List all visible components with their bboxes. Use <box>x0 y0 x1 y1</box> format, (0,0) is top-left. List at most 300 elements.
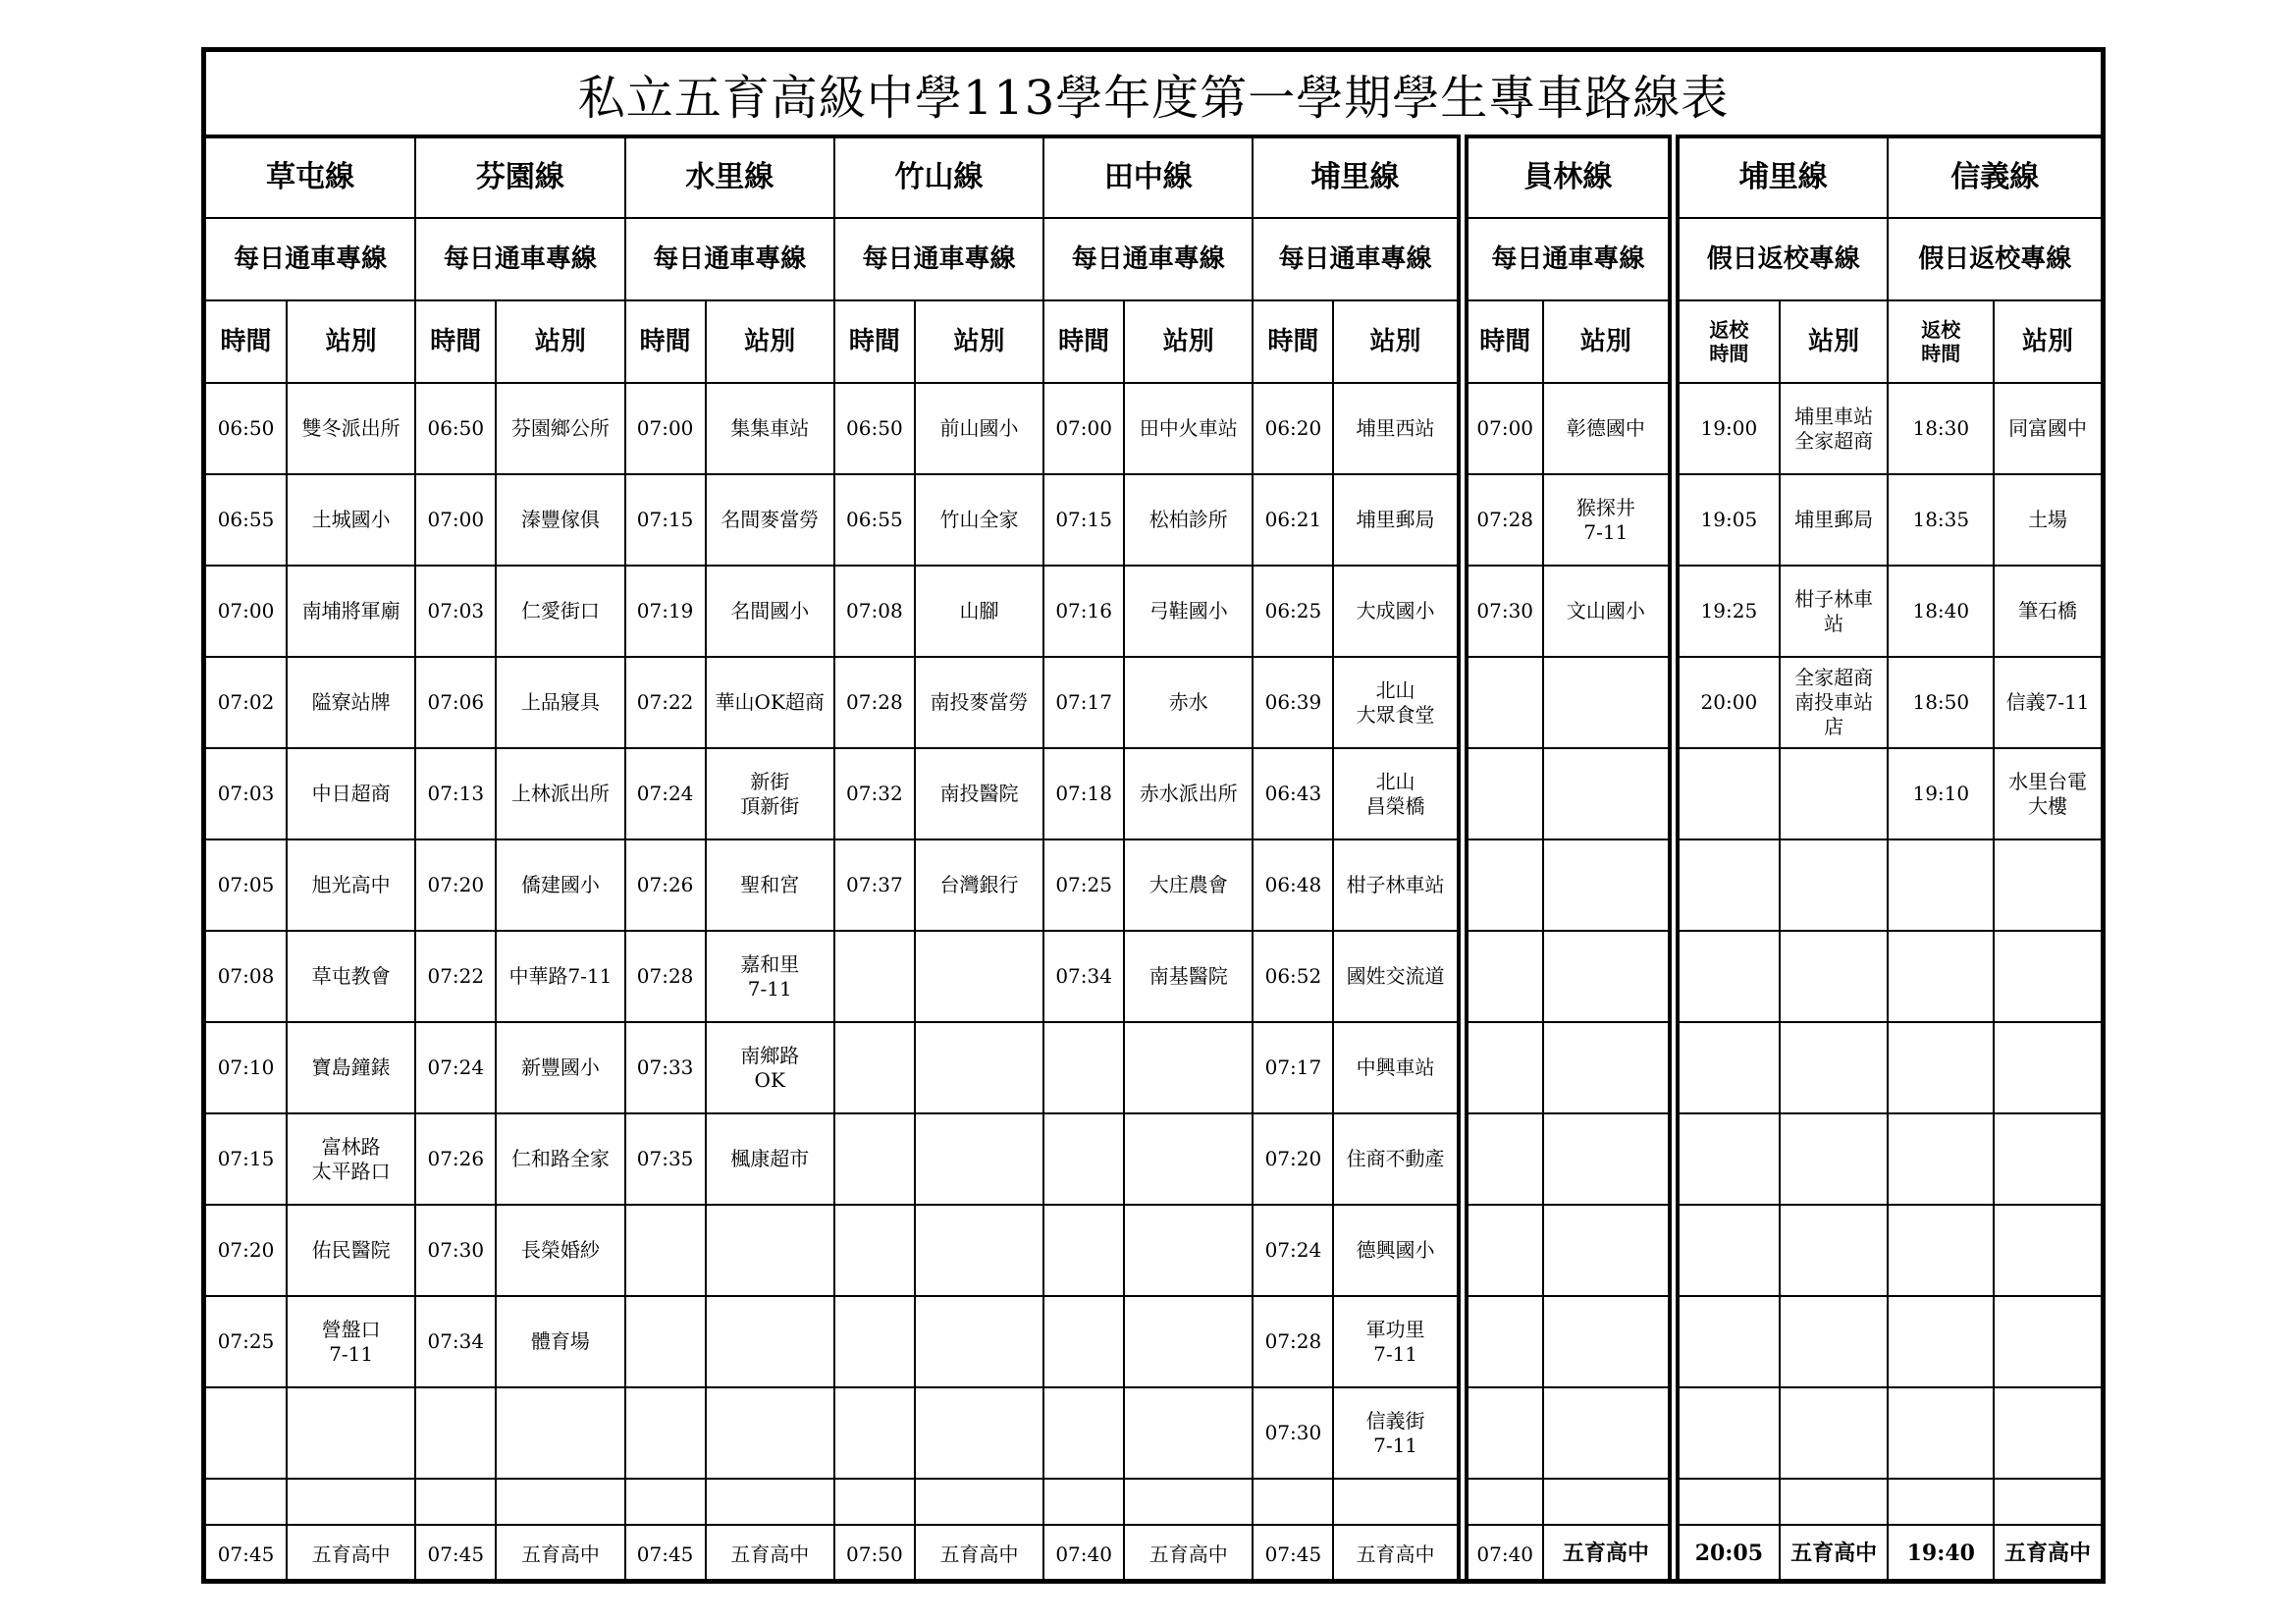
stop-time: 07:22 <box>625 657 706 748</box>
stop-station <box>1124 1113 1253 1205</box>
stop-station: 中日超商 <box>287 748 415 839</box>
route-type: 每日通車專線 <box>1253 218 1462 300</box>
stop-station <box>1780 931 1889 1022</box>
stop-station: 雙冬派出所 <box>287 383 415 474</box>
stop-time: 06:43 <box>1253 748 1333 839</box>
stop-station: 體育場 <box>496 1296 624 1387</box>
stop-station <box>706 1387 834 1479</box>
stop-time: 19:05 <box>1674 474 1780 566</box>
blank-cell <box>1994 1479 2101 1525</box>
stop-time: 07:30 <box>1463 566 1543 657</box>
stop-time: 19:25 <box>1674 566 1780 657</box>
time-header: 時間 <box>206 300 287 383</box>
blank-cell <box>1780 1479 1889 1525</box>
stop-station: 大成國小 <box>1333 566 1462 657</box>
blank-cell <box>706 1479 834 1525</box>
stop-time <box>1674 1113 1780 1205</box>
bus-route-table <box>206 135 2101 1583</box>
stop-time: 07:05 <box>206 839 287 931</box>
stop-time: 06:50 <box>206 383 287 474</box>
stop-time: 06:52 <box>1253 931 1333 1022</box>
stop-station <box>1994 1205 2101 1296</box>
arrival-station: 五育高中 <box>1780 1525 1889 1583</box>
stop-time <box>1043 1205 1124 1296</box>
stop-station <box>1994 1387 2101 1479</box>
stop-station: 田中火車站 <box>1124 383 1253 474</box>
stop-station: 赤水派出所 <box>1124 748 1253 839</box>
stop-station <box>1994 1296 2101 1387</box>
stop-station: 住商不動產 <box>1333 1113 1462 1205</box>
stop-station: 南投醫院 <box>915 748 1043 839</box>
stop-time <box>1888 1387 1994 1479</box>
stop-station <box>1543 931 1674 1022</box>
stop-station: 南鄉路 OK <box>706 1022 834 1113</box>
stop-time: 07:17 <box>1043 657 1124 748</box>
arrival-station: 五育高中 <box>496 1525 624 1583</box>
stop-station: 旭光高中 <box>287 839 415 931</box>
time-header: 時間 <box>1253 300 1333 383</box>
stop-time: 07:28 <box>1253 1296 1333 1387</box>
stop-station <box>1994 839 2101 931</box>
blank-cell <box>915 1479 1043 1525</box>
arrival-station: 五育高中 <box>1994 1525 2101 1583</box>
stop-time: 07:00 <box>1043 383 1124 474</box>
stop-station <box>915 1113 1043 1205</box>
stop-time: 06:55 <box>206 474 287 566</box>
stop-station <box>1780 839 1889 931</box>
stop-station <box>1543 1296 1674 1387</box>
stop-time: 19:10 <box>1888 748 1994 839</box>
stop-row <box>206 1022 2101 1113</box>
stop-station <box>1780 1113 1889 1205</box>
stop-time <box>1888 1205 1994 1296</box>
stop-row <box>206 1113 2101 1205</box>
stop-station: 溱豐傢俱 <box>496 474 624 566</box>
stop-time <box>1463 931 1543 1022</box>
stop-time: 07:24 <box>1253 1205 1333 1296</box>
stop-time <box>1463 839 1543 931</box>
stop-station: 集集車站 <box>706 383 834 474</box>
stop-time: 18:35 <box>1888 474 1994 566</box>
stop-time <box>834 1113 915 1205</box>
stop-station: 仁和路全家 <box>496 1113 624 1205</box>
stop-time: 07:00 <box>1463 383 1543 474</box>
stop-time: 06:50 <box>415 383 496 474</box>
route-name-row <box>206 136 2101 218</box>
stop-time: 06:55 <box>834 474 915 566</box>
stop-row <box>206 931 2101 1022</box>
stop-time <box>1043 1296 1124 1387</box>
blank-cell <box>1124 1479 1253 1525</box>
stop-station <box>287 1387 415 1479</box>
stop-station: 赤水 <box>1124 657 1253 748</box>
blank-cell <box>625 1479 706 1525</box>
stop-time: 06:25 <box>1253 566 1333 657</box>
stop-time <box>1888 839 1994 931</box>
stop-station: 軍功里 7-11 <box>1333 1296 1462 1387</box>
blank-cell <box>496 1479 624 1525</box>
stop-time: 07:20 <box>415 839 496 931</box>
stop-time: 07:03 <box>206 748 287 839</box>
blank-cell <box>1463 1479 1543 1525</box>
stop-station: 松柏診所 <box>1124 474 1253 566</box>
stop-time: 07:10 <box>206 1022 287 1113</box>
stop-station <box>1543 839 1674 931</box>
stop-time: 07:28 <box>834 657 915 748</box>
stop-station <box>1543 1022 1674 1113</box>
stop-station: 前山國小 <box>915 383 1043 474</box>
stop-row <box>206 383 2101 474</box>
blank-cell <box>834 1479 915 1525</box>
stop-time: 07:24 <box>415 1022 496 1113</box>
stop-station <box>915 1022 1043 1113</box>
stop-station: 聖和宮 <box>706 839 834 931</box>
stop-time: 19:00 <box>1674 383 1780 474</box>
blank-cell <box>206 1479 287 1525</box>
arrival-station: 五育高中 <box>706 1525 834 1583</box>
stop-station <box>706 1205 834 1296</box>
stop-time <box>834 931 915 1022</box>
stop-row <box>206 839 2101 931</box>
stop-station: 名間國小 <box>706 566 834 657</box>
arrival-time: 07:45 <box>415 1525 496 1583</box>
stop-time: 07:00 <box>415 474 496 566</box>
route-name: 信義線 <box>1888 136 2101 218</box>
route-type: 假日返校專線 <box>1674 218 1888 300</box>
stop-time: 07:28 <box>625 931 706 1022</box>
stop-time <box>1463 1205 1543 1296</box>
stop-time: 07:00 <box>206 566 287 657</box>
blank-cell <box>1043 1479 1124 1525</box>
stop-station <box>1780 1205 1889 1296</box>
station-header: 站別 <box>287 300 415 383</box>
stop-time: 07:34 <box>1043 931 1124 1022</box>
stop-station: 埔里郵局 <box>1333 474 1462 566</box>
stop-station: 芬園鄉公所 <box>496 383 624 474</box>
stop-station: 中興車站 <box>1333 1022 1462 1113</box>
stop-station: 彰德國中 <box>1543 383 1674 474</box>
blank-cell <box>287 1479 415 1525</box>
stop-station: 南埔將軍廟 <box>287 566 415 657</box>
stop-time: 07:03 <box>415 566 496 657</box>
stop-time: 07:13 <box>415 748 496 839</box>
stop-station: 中華路7-11 <box>496 931 624 1022</box>
stop-station <box>915 1387 1043 1479</box>
stop-station: 新豐國小 <box>496 1022 624 1113</box>
station-header: 站別 <box>496 300 624 383</box>
stop-time <box>1463 1022 1543 1113</box>
route-name: 竹山線 <box>834 136 1043 218</box>
route-type: 每日通車專線 <box>1043 218 1253 300</box>
stop-time <box>1043 1022 1124 1113</box>
station-header: 站別 <box>706 300 834 383</box>
stop-time <box>1674 1205 1780 1296</box>
stop-station <box>1124 1296 1253 1387</box>
stop-time: 06:48 <box>1253 839 1333 931</box>
stop-time: 06:50 <box>834 383 915 474</box>
stop-time: 06:20 <box>1253 383 1333 474</box>
stop-time <box>1888 1296 1994 1387</box>
stop-time <box>625 1387 706 1479</box>
stop-station: 南投麥當勞 <box>915 657 1043 748</box>
stop-station: 全家超商 南投車站 店 <box>1780 657 1889 748</box>
arrival-time: 07:45 <box>206 1525 287 1583</box>
stop-station: 筆石橋 <box>1994 566 2101 657</box>
stop-time: 07:25 <box>206 1296 287 1387</box>
arrival-time: 07:45 <box>1253 1525 1333 1583</box>
stop-time: 07:33 <box>625 1022 706 1113</box>
stop-time: 07:37 <box>834 839 915 931</box>
stop-station <box>1543 1113 1674 1205</box>
stop-row <box>206 1296 2101 1387</box>
route-type-row <box>206 218 2101 300</box>
stop-station: 草屯教會 <box>287 931 415 1022</box>
stop-time <box>834 1205 915 1296</box>
arrival-station: 五育高中 <box>1333 1525 1462 1583</box>
arrival-time: 19:40 <box>1888 1525 1994 1583</box>
route-type: 每日通車專線 <box>206 218 415 300</box>
stop-time: 06:21 <box>1253 474 1333 566</box>
stop-time <box>625 1205 706 1296</box>
arrival-time: 07:45 <box>625 1525 706 1583</box>
route-type: 每日通車專線 <box>834 218 1043 300</box>
stop-station <box>1994 1022 2101 1113</box>
stop-station: 水里台電 大樓 <box>1994 748 2101 839</box>
stop-time <box>1043 1387 1124 1479</box>
station-header: 站別 <box>1333 300 1462 383</box>
stop-time: 07:22 <box>415 931 496 1022</box>
stop-station: 猴探井 7-11 <box>1543 474 1674 566</box>
stop-row <box>206 748 2101 839</box>
stop-station <box>1543 1205 1674 1296</box>
stop-time <box>834 1387 915 1479</box>
stop-time: 07:35 <box>625 1113 706 1205</box>
stop-time: 07:08 <box>834 566 915 657</box>
stop-time: 07:16 <box>1043 566 1124 657</box>
stop-station <box>496 1387 624 1479</box>
stop-time: 18:30 <box>1888 383 1994 474</box>
stop-station: 柑子林車 站 <box>1780 566 1889 657</box>
stop-station: 華山OK超商 <box>706 657 834 748</box>
stop-time: 07:15 <box>206 1113 287 1205</box>
return-time-header: 返校 時間 <box>1674 300 1780 383</box>
stop-row <box>206 566 2101 657</box>
stop-time <box>1674 839 1780 931</box>
blank-cell <box>1674 1479 1780 1525</box>
time-header: 時間 <box>625 300 706 383</box>
stop-station: 國姓交流道 <box>1333 931 1462 1022</box>
stop-time: 07:26 <box>625 839 706 931</box>
arrival-time: 07:50 <box>834 1525 915 1583</box>
stop-time: 07:20 <box>1253 1113 1333 1205</box>
stop-time <box>1463 1113 1543 1205</box>
stop-station <box>1543 748 1674 839</box>
blank-cell <box>1543 1479 1674 1525</box>
stop-station: 土城國小 <box>287 474 415 566</box>
stop-time: 07:34 <box>415 1296 496 1387</box>
route-name: 水里線 <box>625 136 834 218</box>
arrival-time: 20:05 <box>1674 1525 1780 1583</box>
stop-station: 文山國小 <box>1543 566 1674 657</box>
stop-time: 07:28 <box>1463 474 1543 566</box>
arrival-time: 07:40 <box>1463 1525 1543 1583</box>
stop-station <box>1124 1022 1253 1113</box>
stop-station <box>915 931 1043 1022</box>
stop-time: 07:15 <box>625 474 706 566</box>
stop-station: 佑民醫院 <box>287 1205 415 1296</box>
stop-time <box>625 1296 706 1387</box>
stop-time <box>415 1387 496 1479</box>
stop-station: 德興國小 <box>1333 1205 1462 1296</box>
stop-time <box>834 1296 915 1387</box>
stop-station: 弓鞋國小 <box>1124 566 1253 657</box>
time-header: 時間 <box>834 300 915 383</box>
stop-station: 竹山全家 <box>915 474 1043 566</box>
stop-station: 僑建國小 <box>496 839 624 931</box>
stop-time: 06:39 <box>1253 657 1333 748</box>
route-name: 芬園線 <box>415 136 624 218</box>
route-type: 每日通車專線 <box>1463 218 1674 300</box>
stop-station: 台灣銀行 <box>915 839 1043 931</box>
stop-station: 北山 昌榮橋 <box>1333 748 1462 839</box>
stop-station <box>1994 1113 2101 1205</box>
stop-time: 07:18 <box>1043 748 1124 839</box>
stop-time: 20:00 <box>1674 657 1780 748</box>
stop-time <box>1674 748 1780 839</box>
arrival-time: 07:40 <box>1043 1525 1124 1583</box>
arrival-station: 五育高中 <box>1124 1525 1253 1583</box>
stop-time: 07:02 <box>206 657 287 748</box>
route-name: 草屯線 <box>206 136 415 218</box>
stop-station <box>1780 1387 1889 1479</box>
stop-station: 名間麥當勞 <box>706 474 834 566</box>
station-header: 站別 <box>1124 300 1253 383</box>
arrival-station: 五育高中 <box>1543 1525 1674 1583</box>
stop-station: 南基醫院 <box>1124 931 1253 1022</box>
stop-station: 隘寮站牌 <box>287 657 415 748</box>
stop-time: 07:15 <box>1043 474 1124 566</box>
station-header: 站別 <box>915 300 1043 383</box>
route-name: 埔里線 <box>1253 136 1462 218</box>
stop-time <box>1888 1113 1994 1205</box>
stop-time <box>1674 1296 1780 1387</box>
stop-station <box>1124 1387 1253 1479</box>
stop-time: 07:24 <box>625 748 706 839</box>
station-header: 站別 <box>1994 300 2101 383</box>
stop-row <box>206 657 2101 748</box>
stop-time: 07:19 <box>625 566 706 657</box>
blank-cell <box>1888 1479 1994 1525</box>
timetable-sheet <box>201 47 2106 1584</box>
stop-station: 嘉和里 7-11 <box>706 931 834 1022</box>
stop-time: 07:26 <box>415 1113 496 1205</box>
stop-time <box>206 1387 287 1479</box>
stop-time <box>1463 1387 1543 1479</box>
stop-time <box>1463 748 1543 839</box>
stop-time: 07:08 <box>206 931 287 1022</box>
arrival-station: 五育高中 <box>915 1525 1043 1583</box>
stop-time <box>1463 1296 1543 1387</box>
route-type: 每日通車專線 <box>625 218 834 300</box>
time-header: 時間 <box>415 300 496 383</box>
stop-station: 土場 <box>1994 474 2101 566</box>
stop-row <box>206 1205 2101 1296</box>
stop-time <box>834 1022 915 1113</box>
stop-station: 大庄農會 <box>1124 839 1253 931</box>
time-header: 時間 <box>1043 300 1124 383</box>
return-time-header: 返校 時間 <box>1888 300 1994 383</box>
stop-station <box>1780 748 1889 839</box>
stop-time: 07:32 <box>834 748 915 839</box>
stop-station: 仁愛街口 <box>496 566 624 657</box>
stop-time: 07:00 <box>625 383 706 474</box>
stop-station: 柑子林車站 <box>1333 839 1462 931</box>
stop-station: 新街 頂新街 <box>706 748 834 839</box>
stop-station <box>1780 1022 1889 1113</box>
stop-time: 07:25 <box>1043 839 1124 931</box>
stop-time <box>1674 1022 1780 1113</box>
blank-cell <box>415 1479 496 1525</box>
stop-station <box>1543 1387 1674 1479</box>
stop-station: 同富國中 <box>1994 383 2101 474</box>
stop-station: 信義7-11 <box>1994 657 2101 748</box>
stop-station: 上品寢具 <box>496 657 624 748</box>
station-header: 站別 <box>1543 300 1674 383</box>
stop-time <box>1888 931 1994 1022</box>
stop-time: 18:50 <box>1888 657 1994 748</box>
stop-time: 07:17 <box>1253 1022 1333 1113</box>
stop-station: 埔里車站 全家超商 <box>1780 383 1889 474</box>
arrival-row <box>206 1525 2101 1583</box>
stop-station <box>915 1296 1043 1387</box>
stop-station <box>1124 1205 1253 1296</box>
page-title: 私立五育高級中學113學年度第一學期學生專車路線表 <box>577 70 1730 126</box>
stop-row <box>206 1387 2101 1479</box>
stop-station: 富林路 太平路口 <box>287 1113 415 1205</box>
stop-station: 埔里郵局 <box>1780 474 1889 566</box>
station-header: 站別 <box>1780 300 1889 383</box>
route-name: 田中線 <box>1043 136 1253 218</box>
stop-time: 18:40 <box>1888 566 1994 657</box>
stop-station: 楓康超市 <box>706 1113 834 1205</box>
arrival-station: 五育高中 <box>287 1525 415 1583</box>
stop-time <box>1674 931 1780 1022</box>
stop-time <box>1463 657 1543 748</box>
route-type: 假日返校專線 <box>1888 218 2101 300</box>
stop-station <box>915 1205 1043 1296</box>
route-name: 員林線 <box>1463 136 1674 218</box>
stop-time: 07:30 <box>1253 1387 1333 1479</box>
stop-station <box>706 1296 834 1387</box>
stop-station: 信義街 7-11 <box>1333 1387 1462 1479</box>
stop-row <box>206 474 2101 566</box>
stop-time <box>1674 1387 1780 1479</box>
stop-time: 07:06 <box>415 657 496 748</box>
stop-station: 埔里西站 <box>1333 383 1462 474</box>
stop-station <box>1780 1296 1889 1387</box>
blank-row <box>206 1479 2101 1525</box>
blank-cell <box>1333 1479 1462 1525</box>
stop-station: 寶島鐘錶 <box>287 1022 415 1113</box>
stop-time <box>1888 1022 1994 1113</box>
column-header-row <box>206 300 2101 383</box>
time-header: 時間 <box>1463 300 1543 383</box>
stop-station: 營盤口 7-11 <box>287 1296 415 1387</box>
stop-time: 07:30 <box>415 1205 496 1296</box>
route-name: 埔里線 <box>1674 136 1888 218</box>
stop-station: 上林派出所 <box>496 748 624 839</box>
route-type: 每日通車專線 <box>415 218 624 300</box>
